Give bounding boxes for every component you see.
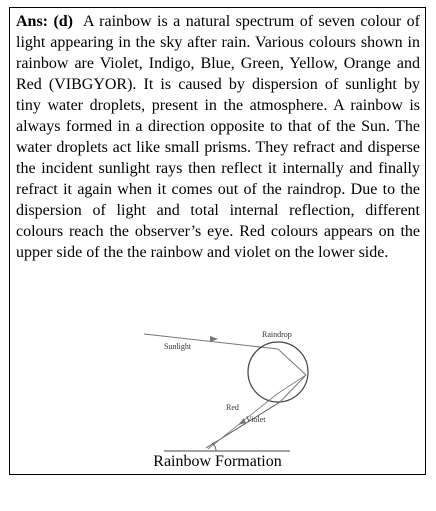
red-ray — [206, 402, 280, 448]
sunlight-arrow-icon — [210, 336, 218, 342]
label-sunlight: Sunlight — [164, 342, 192, 351]
answer-paragraph — [16, 11, 420, 263]
answer-body: A rainbow is a natural spectrum of seven colour of light appearing in the sky after rain. Various colours shown in rainbow are Violet, Indigo, Blue, Green, Yellow, Orange and Red (VIBGYOR). It is caused by dispersion of sunlight by tiny water droplets, present in the atmosphere. A rainbow is always formed in a direction opposite to that of the Sun. The water droplets act like small prisms. They refract and disperse the incident sunlight rays then reflect it internally and finally refract it again when it comes out of the raindrop. Due to the dispersion of light and total internal reflection, different colours reach the observer’s eye. Red colours appears on the upper side of the the rainbow and violet on the lower side. — [16, 13, 421, 261]
label-violet: Violet — [246, 415, 266, 424]
rainbow-diagram — [140, 320, 320, 460]
answer-box — [9, 7, 426, 475]
figure-caption: Rainbow Formation — [153, 453, 282, 470]
answer-prefix: Ans: (d) — [16, 13, 74, 30]
label-raindrop: Raindrop — [262, 330, 292, 339]
label-red: Red — [226, 403, 239, 412]
